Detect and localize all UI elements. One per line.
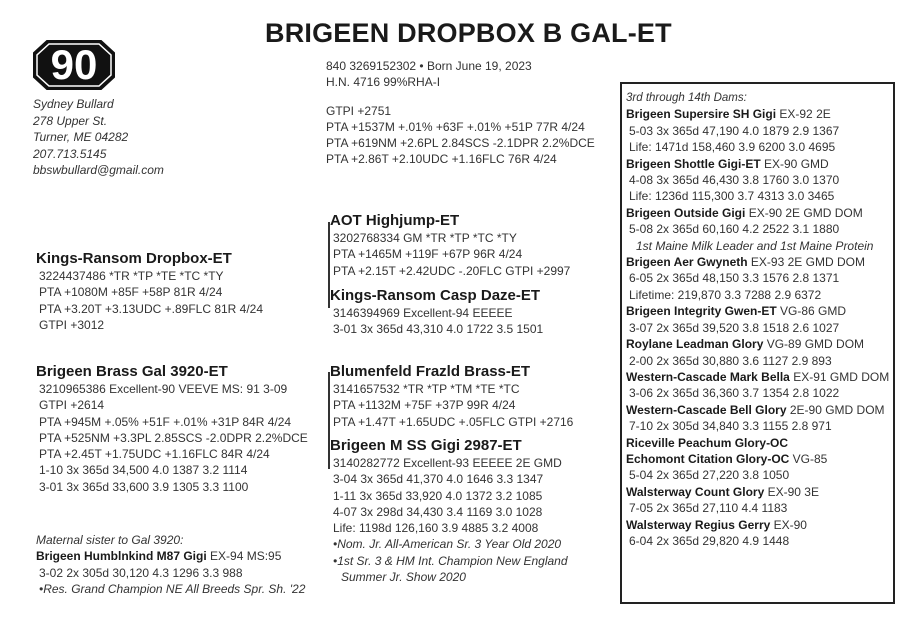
ancestor-dam-classification: VG-85 [789,451,828,466]
dam-dam-name: Brigeen M SS Gigi 2987-ET [330,437,522,454]
sire-line: GTPI +3012 [39,317,105,332]
ancestor-dam-name: Walsterway Count Glory [626,484,765,499]
ancestor-dam-name: Brigeen Outside Gigi [626,205,746,220]
dam-dam-record: 3-04 3x 365d 41,370 4.0 1646 3.3 1347 [333,472,544,487]
ancestor-dam-classification: EX-90 3E [764,484,819,499]
ancestor-dam-classification: EX-93 2E GMD DOM [747,255,865,270]
ancestor-dam-entry [626,156,889,172]
dam-line: 3210965386 Excellent-90 VEEVE MS: 91 3-09 [39,382,288,396]
dam-sire-name: Blumenfeld Frazld Brass-ET [330,363,531,380]
ancestor-dam-name: Walsterway Regius Gerry [626,517,771,532]
animal-id: 840 3269152302 • Born June 19, 2023 [326,59,532,73]
sire-dam-name: Kings-Ransom Casp Daze-ET [330,287,541,304]
sire-line: PTA +3.20T +3.13UDC +.89FLC 81R 4/24 [39,301,264,316]
ancestor-dam-entry [626,254,889,270]
dams-box-heading: 3rd through 14th Dams: [626,92,747,104]
dam-dam-block [330,437,568,585]
dam-dam-note: •Nom. Jr. All-American Sr. 3 Year Old 2020 [333,537,562,552]
page-title: BRIGEEN DROPBOX B GAL-ET [265,18,672,48]
ancestor-dam-classification: EX-90 GMD [760,156,829,171]
owner-name: Sydney Bullard [33,97,114,111]
dam-dam-note: Summer Jr. Show 2020 [341,570,466,585]
ancestor-dam-record: 6-04 2x 365d 29,820 4.9 1448 [629,533,790,548]
sire-dam-block [330,287,543,338]
ancestor-dam-entry [626,517,889,533]
ancestor-dam-entry [626,369,889,385]
dam-dam-record: Life: 1198d 126,160 3.9 4885 3.2 4008 [333,521,539,536]
dam-sire-line: 3141657532 *TR *TP *TM *TE *TC [333,382,520,396]
owner-email: bbswbullard@gmail.com [33,163,164,177]
ancestor-dam-record: 6-05 2x 365d 48,150 3.3 1576 2.8 1371 [629,271,840,286]
sire-sire-block [330,212,570,279]
animal-gtpi: GTPI +2751 [326,103,392,118]
ancestor-dam-classification: 2E-90 GMD DOM [786,402,885,417]
dams-list [626,90,889,549]
ancestor-dam-record: 3-07 2x 365d 39,520 3.8 1518 2.6 1027 [629,320,840,335]
ancestor-dam-name: Brigeen Shottle Gigi-ET [626,156,761,171]
dam-block [36,363,308,495]
sire-sire-name: AOT Highjump-ET [330,212,460,229]
ancestor-dam-name: Riceville Peachum Glory-OC [626,435,789,450]
dam-dam-record: 1-11 3x 365d 33,920 4.0 1372 3.2 1085 [333,488,543,503]
dam-dam-note: •1st Sr. 3 & HM Int. Champion New England [333,553,568,568]
ancestor-dam-record: Life: 1236d 115,300 3.7 4313 3.0 3465 [629,189,835,204]
dam-dam-line: 3140282772 Excellent-93 EEEEE 2E GMD [333,456,562,470]
ancestor-dam-note: 1st Maine Milk Leader and 1st Maine Protein [636,238,874,253]
ancestor-dam-record: 7-05 2x 365d 27,110 4.4 1183 [629,501,788,516]
dam-name: Brigeen Brass Gal 3920-ET [36,363,228,380]
ancestor-dam-entry [626,303,889,319]
ancestor-dam-classification: VG-86 GMD [776,304,847,319]
maternal-sister-note: •Res. Grand Champion NE All Breeds Spr. Sh. '22 [39,581,306,596]
ancestor-dam-entry [626,106,889,122]
ancestor-dam-classification: VG-89 GMD DOM [763,337,865,352]
ancestor-dam-entry [626,435,889,451]
dam-line: PTA +525NM +3.3PL 2.85SCS -2.0DPR 2.2%DCE [39,430,308,445]
dam-line: GTPI +2614 [39,398,105,413]
ancestor-dam-record: 7-10 2x 305d 34,840 3.3 1155 2.8 971 [629,419,832,434]
ancestor-dam-name: Echomont Citation Glory-OC [626,451,790,466]
sire-dam-line: 3146394969 Excellent-94 EEEEE [333,306,513,320]
ancestor-dam-name: Brigeen Supersire SH Gigi [626,107,777,122]
ancestor-dam-classification: EX-90 [770,517,807,532]
dam-record: 3-01 3x 365d 33,600 3.9 1305 3.3 1100 [39,479,249,494]
sire-sire-line: 3202768334 GM *TR *TP *TC *TY [333,231,517,245]
owner-city: Turner, ME 04282 [33,130,129,144]
ancestor-dam-entry [626,484,889,500]
ancestor-dam-entry [626,451,889,467]
ancestor-dam-classification: EX-90 2E GMD DOM [745,205,863,220]
dam-line: PTA +2.45T +1.75UDC +1.16FLC 84R 4/24 [39,447,270,462]
sire-name: Kings-Ransom Dropbox-ET [36,250,232,267]
maternal-sister-name: Brigeen Humblnkind M87 Gigi [36,549,207,564]
maternal-sister-record: 3-02 2x 305d 30,120 4.3 1296 3.3 988 [39,565,243,580]
sire-line: PTA +1080M +85F +58P 81R 4/24 [39,285,223,300]
ancestor-dam-name: Western-Cascade Bell Glory [626,402,787,417]
ancestor-dam-entry [626,336,889,352]
sire-dam-record: 3-01 3x 365d 43,310 4.0 1722 3.5 1501 [333,322,544,337]
animal-pta-2: PTA +619NM +2.6PL 2.84SCS -2.1DPR 2.2%DCE [326,136,595,151]
animal-pta-1: PTA +1537M +.01% +63F +.01% +51P 77R 4/24 [326,119,585,134]
dam-sire-line: PTA +1.47T +1.65UDC +.05FLC GTPI +2716 [333,414,574,429]
ancestor-dam-classification: EX-91 GMD DOM [789,369,890,384]
animal-hn: H.N. 4716 99%RHA-I [326,75,441,90]
ancestor-dam-record: 2-00 2x 365d 30,880 3.6 1127 2.9 893 [629,353,832,368]
ancestor-dam-entry [626,402,889,418]
ancestor-dam-record: 5-03 3x 365d 47,190 4.0 1879 2.9 1367 [629,123,840,138]
maternal-sister-block [36,532,305,597]
lot-number: 90 [50,41,98,88]
owner-info [33,96,164,179]
ancestor-dam-name: Brigeen Integrity Gwen-ET [626,304,777,319]
ancestor-dam-record: 3-06 2x 365d 36,360 3.7 1354 2.8 1022 [629,386,840,401]
maternal-sister-classification: EX-94 MS:95 [206,549,282,564]
dam-sire-block [330,363,573,430]
animal-pta-3: PTA +2.86T +2.10UDC +1.16FLC 76R 4/24 [326,152,557,167]
dam-line: PTA +945M +.05% +51F +.01% +31P 84R 4/24 [39,414,292,429]
sire-sire-line: PTA +1465M +119F +67P 96R 4/24 [333,247,523,262]
ancestor-dam-record: Life: 1471d 158,460 3.9 6200 3.0 4695 [629,140,836,155]
dam-sire-line: PTA +1132M +75F +37P 99R 4/24 [333,398,516,413]
ancestor-dam-name: Western-Cascade Mark Bella [626,369,790,384]
ancestor-dam-record: 5-08 2x 365d 60,160 4.2 2522 3.1 1880 [629,222,840,237]
ancestor-dam-record: 5-04 2x 365d 27,220 3.8 1050 [629,468,790,483]
sire-block [36,250,263,333]
owner-phone: 207.713.5145 [33,146,107,161]
sire-line: 3224437486 *TR *TP *TE *TC *TY [39,269,224,283]
ancestor-dam-record: Lifetime: 219,870 3.3 7288 2.9 6372 [629,287,822,302]
ancestor-dam-entry [626,205,889,221]
dam-dam-record: 4-07 3x 298d 34,430 3.4 1169 3.0 1028 [333,504,543,519]
maternal-sister-label: Maternal sister to Gal 3920: [36,533,184,547]
owner-street: 278 Upper St. [33,113,108,128]
sire-sire-line: PTA +2.15T +2.42UDC -.20FLC GTPI +2997 [333,263,571,278]
ancestor-dam-name: Brigeen Aer Gwyneth [626,255,748,270]
dam-record: 1-10 3x 365d 34,500 4.0 1387 3.2 1114 [39,463,248,478]
ancestor-dam-classification: EX-92 2E [776,107,831,122]
animal-summary [326,58,595,168]
ancestor-dam-record: 4-08 3x 365d 46,430 3.8 1760 3.0 1370 [629,173,840,188]
ancestor-dam-name: Roylane Leadman Glory [626,337,764,352]
